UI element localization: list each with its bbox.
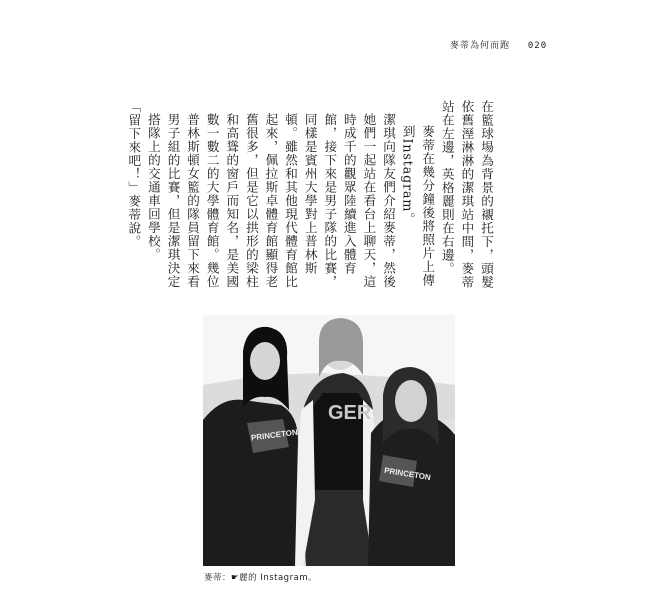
team-photo [203, 315, 455, 566]
photo-illustration [203, 315, 455, 566]
photo-caption: 麥蒂：☛麗的 Instagram。 [204, 573, 318, 583]
running-header [450, 38, 547, 51]
body-text [126, 100, 496, 296]
page-number: 020 [527, 41, 548, 51]
paragraph: 在籃球場為背景的襯托下，頭髮依舊溼淋淋的潔琪站中間，麥蒂站在左邊，英格麗則在右邊。 [439, 100, 494, 289]
jersey-middle-text: GER [328, 402, 372, 424]
paragraph: 潔琪向隊友們介紹麥蒂，然後她們一起站在看台上聊天，這時成千的觀眾陸續進入體育館，接下來是男子隊的比賽，同樣是賓州大學對上普林斯頓。雖然和其他現代體育館比起來，佩拉斯卓體育館顯得老舊很多，但是它以拱形的梁柱和高聳的窗戶而知名，是美國數一數二的大學體育館。幾位普林斯頓女籃的隊員留下來看男子組的比賽，但是潔琪決定搭隊上的交通車回學校。 [145, 112, 397, 289]
paragraph: 麥蒂在幾分鐘後將照片上傳到Instagram。 [400, 125, 436, 288]
paragraph: 「留下來吧！」麥蒂說。 [126, 100, 142, 249]
jersey-left-text: PRINCETON [250, 427, 299, 443]
running-header-title: 麥蒂為何而跑 [450, 41, 511, 51]
jersey-right-text: PRINCETON [383, 465, 432, 483]
